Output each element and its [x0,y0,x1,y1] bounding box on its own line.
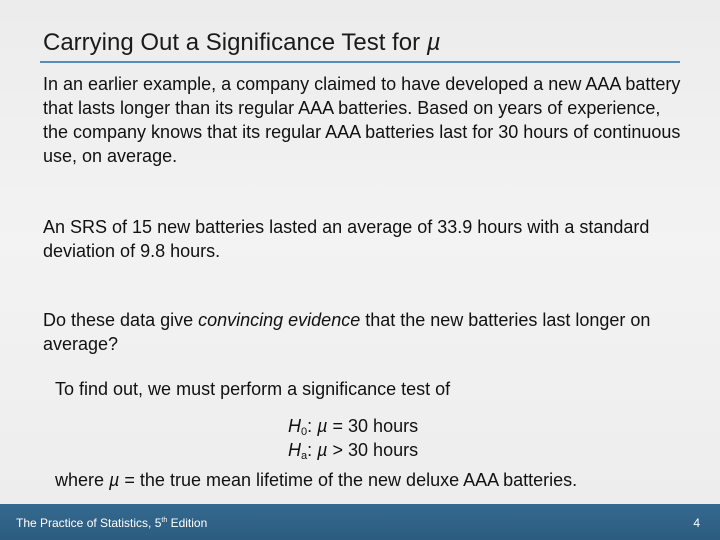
slide-title-text: Carrying Out a Significance Test for [43,29,427,56]
alt-hypothesis-letter: H [288,440,301,460]
alternative-hypothesis [288,438,418,462]
book-title: The Practice of Statistics, 5 [16,516,162,530]
slide-title [43,29,441,57]
mu-symbol: µ [426,29,441,56]
alt-hypothesis-subscript: a [301,450,308,462]
null-hypothesis-mu: µ [317,416,328,436]
parameter-definition [55,468,577,492]
alt-hypothesis-text: > 30 hours [327,440,419,460]
paragraph-background-claim: In an earlier example, a company claimed to have developed a new AAA battery that lasts longer than its regular AAA batteries. Based on years of experience, the company knows that its regular AAA batteries last for 30 hours of continuous use, on average. [43,74,681,166]
where-text: = the true mean lifetime of the new deluxe AAA batteries. [119,470,578,490]
footer-book-title [16,516,207,530]
question-text-before: Do these data give [43,310,199,330]
edition-suffix: Edition [167,516,208,530]
alt-hypothesis-colon: : [307,440,318,460]
null-hypothesis [288,414,418,438]
question-text-after: that the new batteries last longer on average? [43,310,651,354]
question-emphasis: convincing evidence [198,310,361,330]
where-prefix: where [55,470,110,490]
paragraph-sample-data: An SRS of 15 new batteries lasted an average of 33.9 hours with a standard deviation of 9.8 hours. [43,217,650,261]
where-mu: µ [109,470,120,490]
paragraph-question [43,308,683,356]
title-divider [40,61,680,63]
page-number: 4 [693,516,700,530]
null-hypothesis-colon: : [307,416,318,436]
null-hypothesis-text: = 30 hours [327,416,419,436]
null-hypothesis-letter: H [288,416,301,436]
edition-superscript: th [161,517,168,524]
null-hypothesis-subscript: 0 [301,426,308,438]
paragraph-intro: To find out, we must perform a significance test of [55,379,451,399]
footer-bar [0,504,720,540]
alt-hypothesis-mu: µ [317,440,328,460]
